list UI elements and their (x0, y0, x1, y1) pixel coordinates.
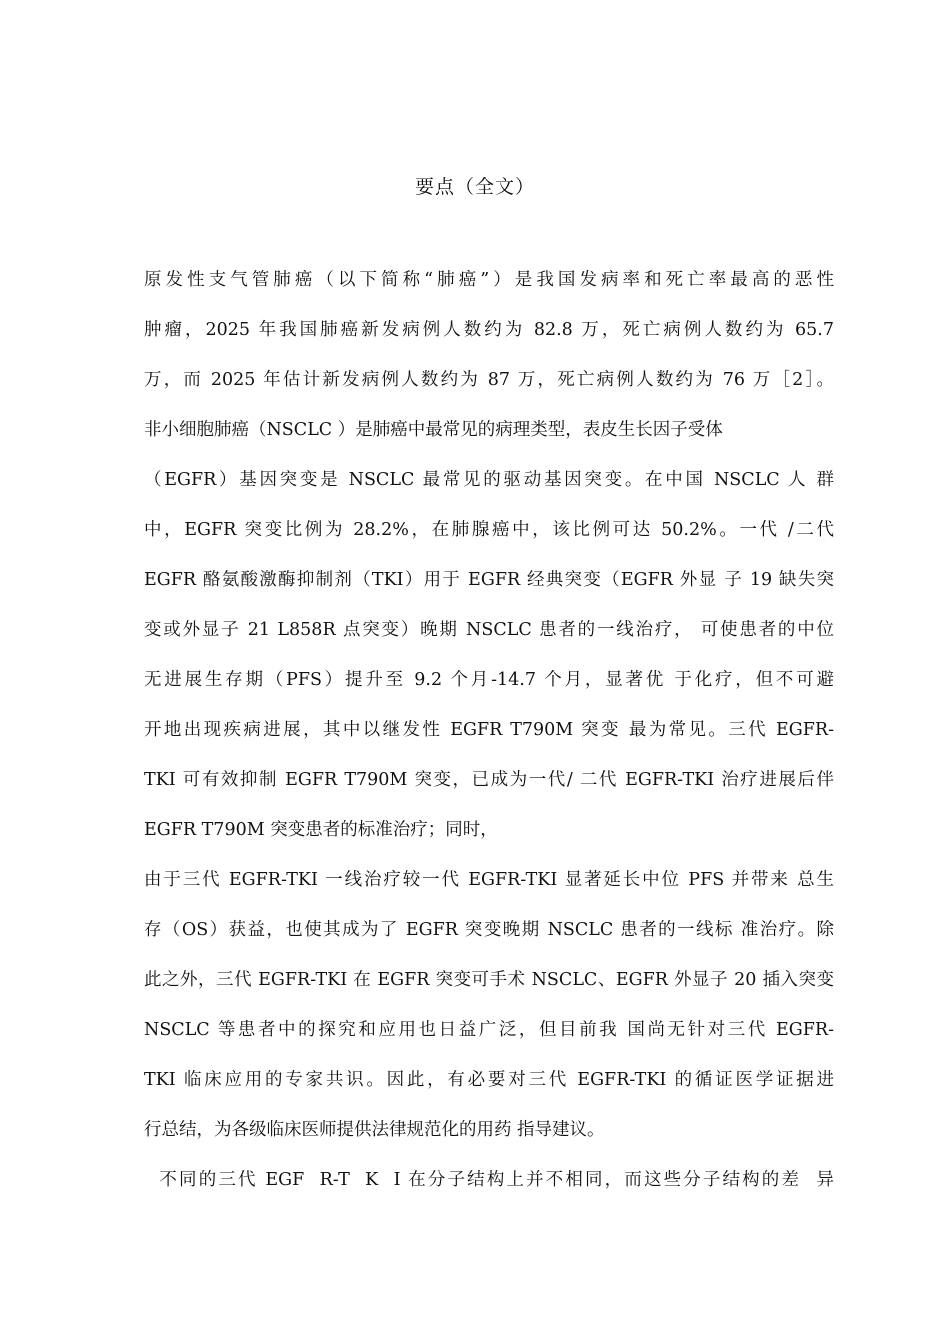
paragraph-line: 由于三代 EGFR-TKI 一线治疗较一代 EGFR-TKI 显著延长中位 PFS 并带来 总生 (144, 870, 834, 890)
paragraph-line: 肿瘤，2025 年我国肺癌新发病例人数约为 82.8 万，死亡病例人数约为 65.7 (144, 320, 834, 340)
paragraph-line: 原发性支气管肺癌（以下简称“肺癌”）是我国发病率和死亡率最高的恶性 (144, 270, 834, 290)
paragraph-line: 变或外显子 21 L858R 点突变）晚期 NSCLC 患者的一线治疗， 可使患者的中位 (144, 620, 834, 640)
paragraph-line: TKI 可有效抑制 EGFR T790M 突变，已成为一代/ 二代 EGFR-TKI 治疗进展后伴 (144, 770, 834, 790)
paragraph-line: 行总结，为各级临床医师提供法律规范化的用药 指导建议。 (144, 1120, 605, 1140)
paragraph-line: 不同的三代 EGF R-T K I 在分子结构上并不相同，而这些分子结构的差 异 (144, 1170, 834, 1190)
paragraph-line: 非小细胞肺癌（NSCLC ）是肺癌中最常见的病理类型，表皮生长因子受体 (144, 420, 723, 440)
paragraph-line: 万，而 2025 年估计新发病例人数约为 87 万，死亡病例人数约为 76 万［2］。 (144, 370, 834, 390)
paragraph-line: TKI 临床应用的专家共识。因此，有必要对三代 EGFR-TKI 的循证医学证据进 (144, 1070, 834, 1090)
paragraph-line: 中，EGFR 突变比例为 28.2%，在肺腺癌中，该比例可达 50.2%。一代 /二代 (144, 520, 834, 540)
paragraph-line: （EGFR）基因突变是 NSCLC 最常见的驱动基因突变。在中国 NSCLC 人 群 (144, 470, 834, 490)
paragraph-line: 存（OS）获益，也使其成为了 EGFR 突变晚期 NSCLC 患者的一线标 准治疗。除 (144, 920, 834, 940)
paragraph-line: 开地出现疾病进展，其中以继发性 EGFR T790M 突变 最为常见。三代 EGFR- (144, 720, 834, 740)
paragraph-line: EGFR 酪氨酸激酶抑制剂（TKI）用于 EGFR 经典突变（EGFR 外显 子 19 缺失突 (144, 570, 834, 590)
paragraph-line: 此之外，三代 EGFR-TKI 在 EGFR 突变可手术 NSCLC、EGFR 外显子 20 插入突变 (144, 970, 834, 990)
paragraph-line: NSCLC 等患者中的探究和应用也日益广泛，但目前我 国尚无针对三代 EGFR- (144, 1020, 834, 1040)
paragraph-line: 无进展生存期（PFS）提升至 9.2 个月-14.7 个月，显著优 于化疗，但不可避 (144, 670, 834, 690)
paragraph-line: EGFR T790M 突变患者的标准治疗；同时， (144, 820, 498, 840)
document-title: 要点（全文） (414, 176, 535, 198)
